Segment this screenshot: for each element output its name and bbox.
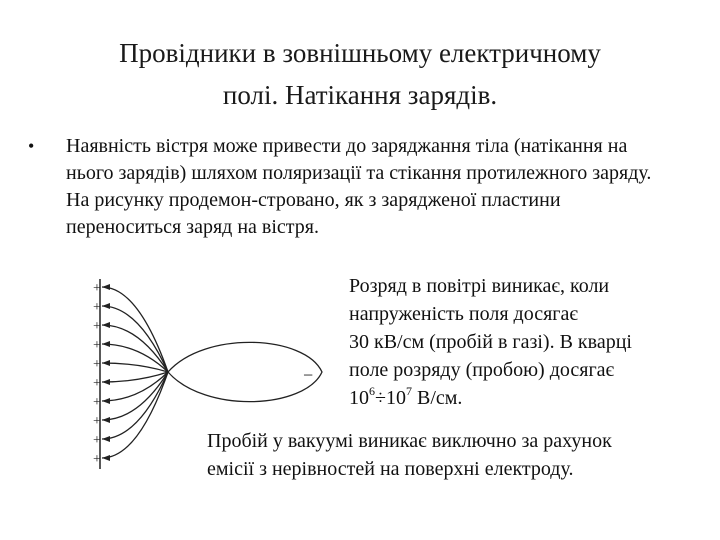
field-line <box>102 306 168 372</box>
plate-plus-sign: + <box>93 319 101 334</box>
value-base-b: 10 <box>385 387 406 409</box>
bullet-icon: • <box>28 136 35 156</box>
value-exp-a: 6 <box>369 384 375 399</box>
field-arrow <box>102 341 110 347</box>
field-arrow <box>102 379 110 385</box>
slide-title-line-1: Провідники в зовнішньому електричному <box>119 38 601 68</box>
plate-plus-sign: + <box>93 414 101 429</box>
plate-plus-sign: + <box>93 452 101 467</box>
field-arrow <box>102 398 110 404</box>
field-arrows <box>102 284 110 461</box>
discharge-note-line-1: Розряд в повітрі виникає, коли <box>349 275 610 297</box>
slide-title <box>40 32 680 116</box>
value-base-a: 10 <box>349 387 369 409</box>
field-arrow <box>102 284 110 290</box>
vacuum-note-line-2: емісії з нерівностей на поверхні електроду. <box>207 458 574 480</box>
vacuum-note <box>207 427 707 483</box>
plate-plus-sign: + <box>93 338 101 353</box>
field-arrow <box>102 436 110 442</box>
plate-plus-sign: + <box>93 395 101 410</box>
field-arrow <box>102 417 110 423</box>
field-arrow <box>102 322 110 328</box>
value-exp-b: 7 <box>405 384 412 399</box>
plate-plus-sign: + <box>93 281 101 296</box>
bullet-text: Наявність вістря може привести до заряджання тіла (натікання на нього зарядів) шляхом поляризації та стікання протилежного заряду. На рисунку продемон-стровано, як з зарядженої пластини переноситься заряд на вістря. <box>66 135 652 238</box>
field-line <box>102 287 168 372</box>
plate-plus-sign: + <box>93 357 101 372</box>
discharge-note <box>349 272 699 412</box>
plate-plus-sign: + <box>93 376 101 391</box>
discharge-note-line-3: 30 кВ/см (пробій в газі). В кварці <box>349 331 632 353</box>
plate-plus-sign: + <box>93 300 101 315</box>
vacuum-note-line-1: Пробій у вакуумі виникає виключно за рахунок <box>207 430 612 452</box>
slide-title-line-2: полі. Натікання зарядів. <box>222 80 498 110</box>
discharge-note-line-4: поле розряду (пробою) досягає <box>349 359 615 381</box>
field-arrow <box>102 455 110 461</box>
range-separator: ÷ <box>375 387 386 409</box>
tip-minus-sign: − <box>303 365 314 385</box>
field-arrow <box>102 303 110 309</box>
conductor-outline <box>168 342 322 401</box>
field-arrow <box>102 360 110 366</box>
discharge-note-line-2: напруженість поля досягає <box>349 303 578 325</box>
value-unit: В/см. <box>411 387 463 409</box>
plate-plus-sign: + <box>93 433 101 448</box>
bullet-item <box>28 133 688 241</box>
discharge-note-line-5 <box>349 384 699 412</box>
field-line <box>102 372 168 458</box>
